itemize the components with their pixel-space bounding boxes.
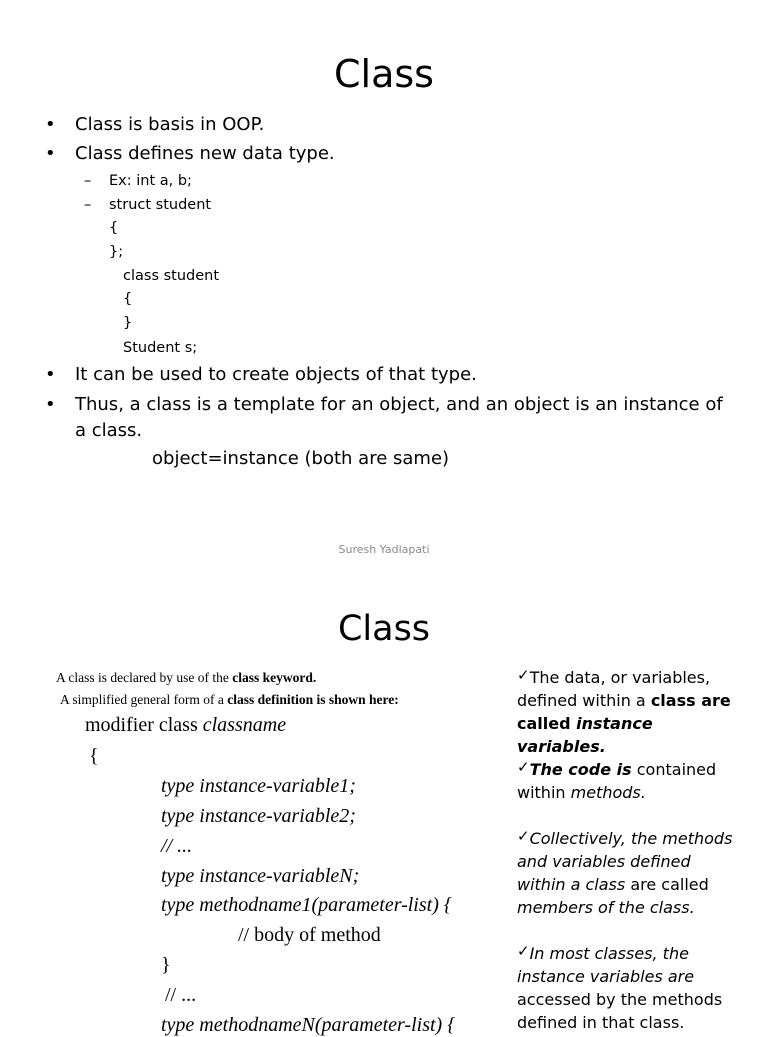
code-line: Student s; <box>123 340 198 356</box>
note-block <box>517 664 739 758</box>
note-block <box>517 825 739 919</box>
note-text: object=instance (both are same) <box>152 448 450 469</box>
bullet-item <box>45 112 735 138</box>
note-block <box>517 940 739 1034</box>
note-3 <box>517 825 739 919</box>
slide-1-title: Class <box>334 52 434 96</box>
sub-bullet-text: struct student <box>109 197 212 213</box>
note-block <box>517 756 739 804</box>
note-bold-italic: The code is <box>529 760 632 779</box>
note-1 <box>517 664 739 758</box>
bullet-item <box>45 362 735 388</box>
code-line: { <box>123 291 133 307</box>
bullet-icon: • <box>45 114 56 135</box>
bullet-item <box>45 141 735 167</box>
code-line: } <box>123 315 133 331</box>
code-line: { <box>89 745 99 767</box>
code-line: type methodnameN(parameter-list) { <box>161 1014 456 1036</box>
bullet-icon: • <box>45 394 56 415</box>
checkmark-icon: ✓ <box>517 666 530 684</box>
bullet-item <box>45 392 735 444</box>
code-line: type instance-variableN; <box>161 865 360 887</box>
bullet-icon: • <box>45 364 56 385</box>
note-italic: In most classes, the instance variables are <box>517 944 695 986</box>
dash-icon: – <box>84 173 92 189</box>
intro-line-1 <box>56 670 316 686</box>
code-line: // body of method <box>238 924 381 946</box>
bullet-text: Thus, a class is a template for an object, and an object is an instance of a class. <box>75 394 723 441</box>
note-text: The data, or variables, defined within a <box>517 668 711 710</box>
code-classname: classname <box>202 714 287 736</box>
bullet-icon: • <box>45 143 56 164</box>
sub-bullet-item <box>84 195 212 215</box>
code-keyword: modifier class <box>85 714 203 736</box>
note-italic: members of the class. <box>517 898 695 917</box>
note-bold: class are called <box>517 691 731 733</box>
dash-icon: – <box>84 197 92 213</box>
bullet-text: It can be used to create objects of that type. <box>75 364 477 385</box>
intro-text: A simplified general form of a <box>60 692 228 707</box>
note-bold-italic: instance variables. <box>517 714 653 756</box>
code-line <box>85 714 286 737</box>
code-line: // ... <box>165 984 197 1006</box>
checkmark-icon: ✓ <box>517 827 530 845</box>
intro-text: A class is declared by use of the <box>56 670 233 685</box>
note-4 <box>517 940 739 1034</box>
code-line: } <box>161 954 171 976</box>
slide-2 <box>0 576 768 1036</box>
code-line: class student <box>123 268 220 284</box>
code-line: type methodname1(parameter-list) { <box>161 894 452 916</box>
note-italic: methods. <box>570 783 646 802</box>
code-line: }; <box>109 244 124 260</box>
code-line: type instance-variable2; <box>161 805 356 827</box>
code-line: { <box>109 220 119 236</box>
slide-footer: Suresh Yadlapati <box>338 543 430 556</box>
intro-bold: class keyword. <box>232 670 317 685</box>
checkmark-icon: ✓ <box>517 942 530 960</box>
code-line: type instance-variable1; <box>161 775 356 797</box>
bullet-text: Class is basis in OOP. <box>75 114 265 135</box>
note-text: accessed by the methods defined in that class. <box>517 990 723 1032</box>
note-text: are called <box>625 875 709 894</box>
bullet-text: Class defines new data type. <box>75 143 335 164</box>
slide-2-title: Class <box>337 609 431 649</box>
note-2 <box>517 756 739 804</box>
code-line: // ... <box>161 835 193 857</box>
intro-line-2 <box>60 692 399 708</box>
sub-bullet-item <box>84 171 192 191</box>
sub-bullet-text: Ex: int a, b; <box>109 173 192 189</box>
note-italic: Collectively, the methods and variables defined within a class <box>517 829 733 894</box>
intro-bold: class definition is shown here: <box>227 692 399 707</box>
note-text: contained within <box>517 760 717 802</box>
checkmark-icon: ✓ <box>517 758 530 776</box>
